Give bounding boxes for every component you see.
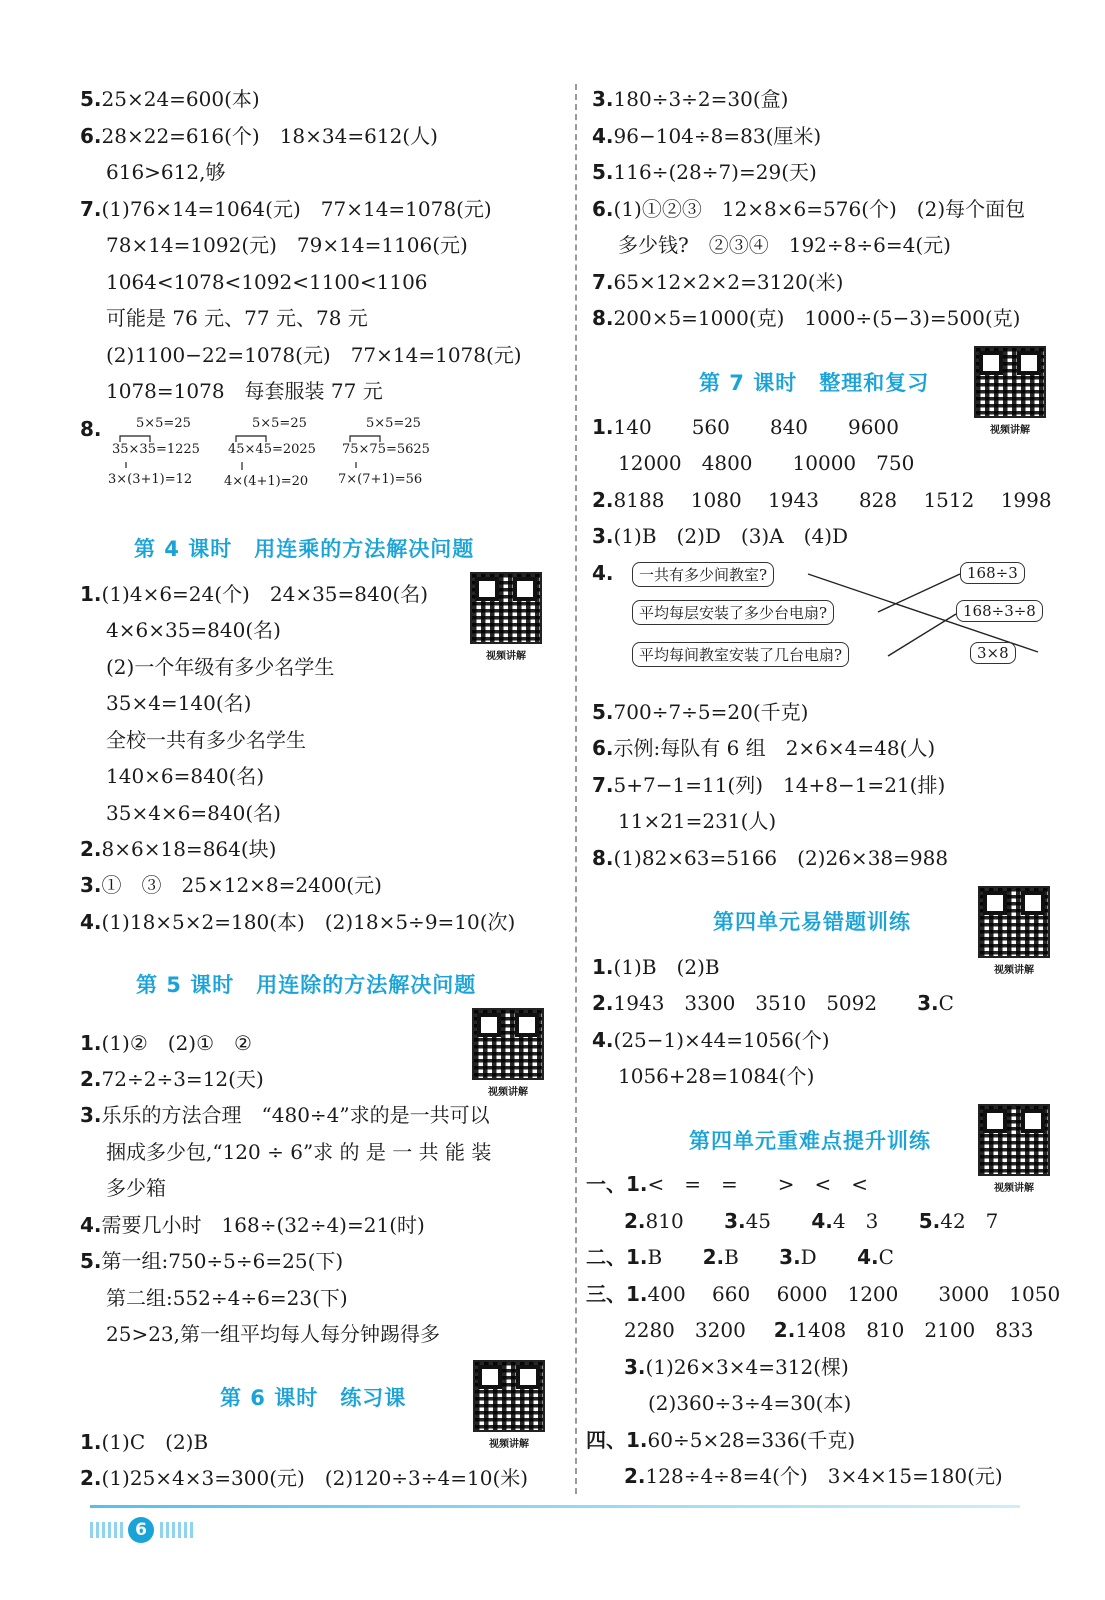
tree-lines (224, 416, 334, 496)
qr-code-lesson5[interactable]: 视频讲解 (472, 1008, 544, 1098)
qr-code-unit4-error[interactable]: 视频讲解 (978, 886, 1050, 976)
qr-code-icon (470, 572, 542, 644)
answer-line: 4.96−104÷8=83(厘米) (592, 124, 822, 148)
answer-line: 5.700÷7÷5=20(千克) (592, 700, 809, 724)
lesson-7-heading: 第 7 课时 整理和复习 (699, 371, 930, 395)
answer-line: 1064<1078<1092<1100<1106 (106, 270, 428, 294)
answer-line: 1.(1)C (2)B (80, 1430, 209, 1454)
calc-tree-3: 5×5=25 75×75=5625 7×(7+1)=56 (338, 416, 448, 496)
qr-code-icon (974, 346, 1046, 418)
answer-line: 8.(1)82×63=5166 (2)26×38=988 (592, 846, 949, 870)
answer-line: 1.(1)4×6=24(个) 24×35=840(名) (80, 582, 429, 606)
qr-code-lesson7[interactable]: 视频讲解 (974, 346, 1046, 436)
answer-line: 1078=1078 每套服装 77 元 (106, 379, 383, 403)
tree-lines (108, 416, 218, 496)
qr-code-lesson6[interactable]: 视频讲解 (473, 1360, 545, 1450)
answer-line: 1.(1)B (2)B (592, 955, 720, 979)
answer-line: 12000 4800 10000 750 (618, 451, 915, 475)
answer-line: 全校一共有多少名学生 (106, 728, 306, 752)
answer-line: 6.(1)①②③ 12×8×6=576(个) (2)每个面包 (592, 197, 1026, 221)
answer-line: 6.示例:每队有 6 组 2×6×4=48(人) (592, 736, 936, 760)
expression-bubble: 3×8 (970, 642, 1016, 664)
tree-lines (338, 416, 448, 496)
answer-line: 4.需要几小时 168÷(32÷4)=21(时) (80, 1213, 425, 1237)
answer-line: 11×21=231(人) (618, 809, 777, 833)
answer-line: 2280 3200 2.1408 810 2100 833 (624, 1318, 1034, 1342)
answer-line: 可能是 76 元、77 元、78 元 (106, 306, 368, 330)
page-number: 6 (128, 1517, 154, 1543)
answer-line: 78×14=1092(元) 79×14=1106(元) (106, 233, 468, 257)
calc-tree-2: 5×5=25 45×45=2025 4×(4+1)=20 (224, 416, 334, 496)
answer-line: 7.5+7−1=11(列) 14+8−1=21(排) (592, 773, 946, 797)
answer-line: 35×4=140(名) (106, 691, 252, 715)
answer-line: 5.25×24=600(本) (80, 87, 260, 111)
footer-rule (90, 1505, 1020, 1508)
qr-code-icon (472, 1008, 544, 1080)
answer-line: 三、1.400 660 6000 1200 3000 1050 (586, 1282, 1061, 1306)
answer-line: 5.第一组:750÷5÷6=25(下) (80, 1249, 344, 1273)
answer-line: 140×6=840(名) (106, 764, 265, 788)
qr-code-lesson4[interactable]: 视频讲解 (470, 572, 542, 662)
answer-line: 多少箱 (106, 1176, 166, 1200)
expression-bubble: 168÷3 (960, 562, 1025, 584)
expression-bubble: 168÷3÷8 (956, 600, 1043, 622)
question-bubble: 平均每层安装了多少台电扇? (632, 600, 834, 625)
unit4-error-heading: 第四单元易错题训练 (713, 910, 911, 934)
answer-line: 2.72÷2÷3=12(天) (80, 1067, 264, 1091)
answer-line: (2)360÷3÷4=30(本) (648, 1391, 852, 1415)
answer-line: 捆成多少包,“120 ÷ 6”求 的 是 一 共 能 装 (106, 1140, 492, 1164)
answer-line: 3.(1)B (2)D (3)A (4)D (592, 524, 849, 548)
answer-line: 2.810 3.45 4.4 3 5.42 7 (624, 1209, 999, 1233)
answer-line: 7.65×12×2×2=3120(米) (592, 270, 844, 294)
answer-line: 1.(1)② (2)① ② (80, 1031, 252, 1055)
answer-line: 第二组:552÷4÷6=23(下) (106, 1286, 348, 1310)
question-bubble: 平均每间教室安装了几台电扇? (632, 642, 849, 667)
answer-line: 8.200×5=1000(克) 1000÷(5−3)=500(克) (592, 306, 1021, 330)
answer-line: 2.1943 3300 3510 5092 3.C (592, 991, 954, 1015)
question-bubble: 一共有多少间教室? (632, 562, 774, 587)
answer-line: 2.8×6×18=864(块) (80, 837, 277, 861)
answer-line: 2.8188 1080 1943 828 1512 1998 (592, 488, 1052, 512)
answer-line: 四、1.60÷5×28=336(千克) (586, 1428, 856, 1452)
answer-line: 616>612,够 (106, 160, 226, 184)
page-decoration (160, 1522, 194, 1538)
calc-tree-1: 5×5=25 35×35=1225 3×(3+1)=12 (108, 416, 218, 496)
answer-line: 5.116÷(28÷7)=29(天) (592, 160, 817, 184)
answer-line: 2.128÷4÷8=4(个) 3×4×15=180(元) (624, 1464, 1003, 1488)
answer-line: 3.(1)26×3×4=312(棵) (624, 1355, 849, 1379)
matching-diagram (618, 562, 1058, 682)
answer-line: 3.180÷3÷2=30(盒) (592, 87, 789, 111)
answer-line: (2)1100−22=1078(元) 77×14=1078(元) (106, 343, 522, 367)
answer-line: 1.140 560 840 9600 (592, 415, 899, 439)
answer-line: 4.(1)18×5×2=180(本) (2)18×5÷9=10(次) (80, 910, 516, 934)
lesson-5-heading: 第 5 课时 用连除的方法解决问题 (136, 973, 477, 997)
answer-line: 多少钱? ②③④ 192÷8÷6=4(元) (618, 233, 951, 257)
answer-line: 二、1.B 2.B 3.D 4.C (586, 1245, 894, 1269)
answer-line: 2.(1)25×4×3=300(元) (2)120÷3÷4=10(米) (80, 1466, 529, 1490)
answer-line: 6.28×22=616(个) 18×34=612(人) (80, 124, 438, 148)
qr-code-icon (473, 1360, 545, 1432)
qr-code-icon (978, 1104, 1050, 1176)
column-divider (575, 84, 577, 1494)
answer-line: 7.(1)76×14=1064(元) 77×14=1078(元) (80, 197, 492, 221)
answer-line: 4.(25−1)×44=1056(个) (592, 1028, 830, 1052)
lesson-4-heading: 第 4 课时 用连乘的方法解决问题 (134, 537, 475, 561)
answer-line: 4. (592, 561, 614, 585)
unit4-key-heading: 第四单元重难点提升训练 (689, 1129, 931, 1153)
answer-line: 25>23,第一组平均每人每分钟踢得多 (106, 1322, 441, 1346)
qr-code-icon (978, 886, 1050, 958)
qr-code-unit4-key[interactable]: 视频讲解 (978, 1104, 1050, 1194)
answer-line: 一、1.< = = > < < (586, 1172, 869, 1196)
answer-line: (2)一个年级有多少名学生 (106, 655, 335, 679)
answer-line: 8. (80, 417, 102, 441)
page-decoration (90, 1522, 124, 1538)
answer-line: 4×6×35=840(名) (106, 618, 281, 642)
answer-line: 35×4×6=840(名) (106, 801, 281, 825)
answer-line: 3.① ③ 25×12×8=2400(元) (80, 873, 382, 897)
answer-line: 3.乐乐的方法合理 “480÷4”求的是一共可以 (80, 1103, 490, 1127)
lesson-6-heading: 第 6 课时 练习课 (220, 1386, 407, 1410)
answer-line: 1056+28=1084(个) (618, 1064, 815, 1088)
